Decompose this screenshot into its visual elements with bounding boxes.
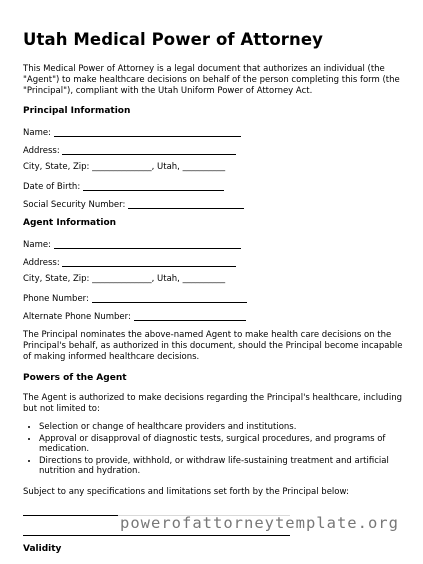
powers-heading: Powers of the Agent (23, 373, 127, 383)
principal-address-label: Address: (23, 146, 60, 156)
principal-name-label: Name: (23, 128, 51, 138)
agent-heading: Agent Information (23, 218, 117, 228)
intro-paragraph: This Medical Power of Attorney is a legal document that authorizes an individual (the "Agent") to make healthcare decisions on behalf of the person completing this form (the "Principal"), compliant with the Utah Uniform Power of Attorney Act. (23, 64, 400, 96)
principal-dob-label: Date of Birth: (23, 182, 81, 192)
agent-address-line[interactable] (62, 256, 236, 267)
principal-ssn-field[interactable] (23, 198, 408, 209)
powers-item: • Selection or change of healthcare providers and institutions. (39, 422, 408, 433)
agent-city-field[interactable] (23, 274, 408, 285)
agent-alt-phone-line[interactable] (134, 310, 246, 321)
agent-name-line[interactable] (54, 238, 241, 249)
principal-dob-line[interactable] (83, 180, 224, 191)
principal-city-label: City, State, Zip: ______________, Utah, __________ (23, 162, 226, 172)
agent-phone-field[interactable] (23, 292, 408, 303)
agent-phone-line[interactable] (92, 292, 247, 303)
principal-dob-field[interactable] (23, 180, 408, 191)
nomination-paragraph: The Principal nominates the above-named Agent to make health care decisions on the Principal's behalf, as authorized in this document, should the Principal become incapable of making informed healthcare decisions. (23, 330, 403, 362)
principal-city-field[interactable] (23, 162, 408, 173)
agent-address-field[interactable] (23, 256, 408, 267)
principal-ssn-line[interactable] (128, 198, 244, 209)
document-title: Utah Medical Power of Attorney (23, 30, 324, 49)
principal-address-field[interactable] (23, 144, 408, 155)
agent-alt-phone-field[interactable] (23, 310, 408, 321)
principal-ssn-label: Social Security Number: (23, 200, 126, 210)
agent-city-label: City, State, Zip: ______________, Utah, __________ (23, 274, 226, 284)
powers-intro: The Agent is authorized to make decisions regarding the Principal's healthcare, including but not limited to: (23, 393, 402, 414)
powers-list (23, 422, 408, 477)
watermark: powerofattorneytemplate.org (120, 514, 399, 532)
agent-name-field[interactable] (23, 238, 408, 249)
agent-alt-phone-label: Alternate Phone Number: (23, 312, 131, 322)
agent-name-label: Name: (23, 240, 51, 250)
validity-heading: Validity (23, 543, 62, 554)
powers-item: • Directions to provide, withhold, or withdraw life-sustaining treatment and artificial nutrition and hydration. (39, 456, 408, 477)
principal-heading: Principal Information (23, 106, 131, 116)
agent-phone-label: Phone Number: (23, 294, 89, 304)
document-page (23, 30, 408, 564)
principal-address-line[interactable] (62, 144, 236, 155)
agent-address-label: Address: (23, 258, 60, 268)
principal-name-field[interactable] (23, 126, 408, 137)
powers-item: • Approval or disapproval of diagnostic tests, surgical procedures, and programs of medication. (39, 434, 408, 455)
principal-name-line[interactable] (54, 126, 241, 137)
subject-paragraph: Subject to any specifications and limitations set forth by the Principal below: (23, 486, 349, 497)
